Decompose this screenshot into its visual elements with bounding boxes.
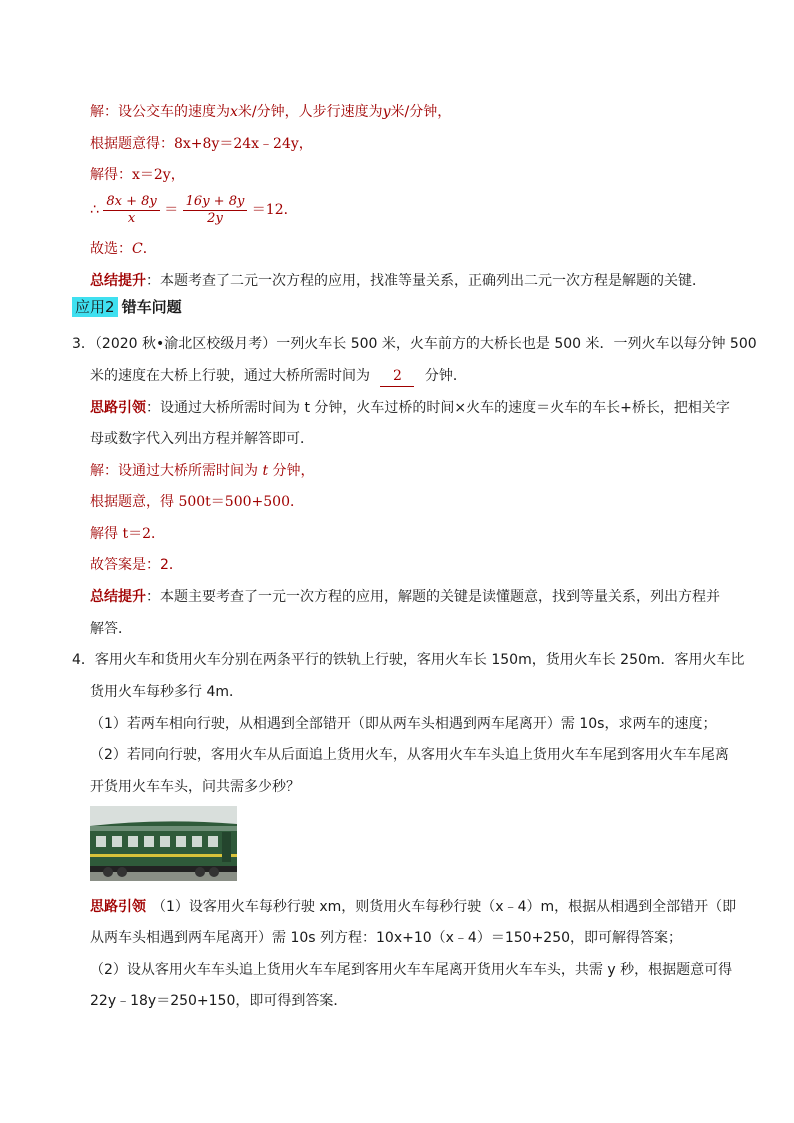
summary-1: [90, 271, 706, 291]
solution-line-2: [90, 134, 313, 154]
q3-line-2: [90, 366, 467, 387]
summary-text: ：本题考查了二元一次方程的应用，找准等量关系，正确列出二元一次方程是解题的关键．: [146, 273, 706, 289]
denominator: 2y: [207, 210, 223, 226]
therefore-symbol: ∴: [90, 202, 99, 218]
text: ．: [142, 241, 157, 257]
fraction-1: [103, 194, 159, 227]
text: 米/分钟，人步行速度为: [237, 104, 383, 120]
summary-text: ：本题主要考查了一元一次方程的应用，解题的关键是读懂题意，找到等量关系，列出方程并: [146, 589, 720, 605]
text: 解得：: [90, 167, 132, 183]
q4-hint-3: （2）设从客用火车车头追上货用火车车尾到客用火车车尾离开货用火车车头，共需 y 秒，根据题意可得: [90, 962, 733, 978]
text: 解：设通过大桥所需时间为: [90, 463, 258, 479]
text: 米的速度在大桥上行驶，通过大桥所需时间为: [90, 368, 370, 384]
solution-line-3: [90, 165, 185, 185]
var: x: [230, 104, 238, 120]
q4-part-1: （1）若两车相向行驶，从相遇到全部错开（即从两车头相遇到两车尾离开）需 10s，求两车的速度；: [90, 716, 717, 732]
equation: t＝2．: [122, 526, 165, 542]
denominator: x: [127, 210, 136, 226]
section-heading: [72, 297, 182, 317]
var: y: [382, 104, 391, 120]
train-illustration: [90, 806, 237, 881]
answer: C: [132, 241, 143, 257]
q4-part-2-line-2: 开货用火车车头，问共需多少秒？: [90, 779, 300, 795]
equals: ＝: [164, 202, 179, 218]
text: 根据题意，得: [90, 494, 174, 510]
q3-sol-2: [90, 492, 304, 512]
text: 解得: [90, 526, 118, 542]
q4-hint-1: [90, 897, 736, 917]
text: 根据题意得：: [90, 136, 174, 152]
section-tag: [72, 297, 118, 317]
q4-hint-2: 从两车头相遇到两车尾离开）需 10s 列方程：10x+10（x﹣4）＝150+250，即可解得答案；: [90, 930, 683, 946]
q3-hint-2: 母或数字代入列出方程并解答即可．: [90, 431, 314, 447]
q3-summary-2: 解答．: [90, 621, 132, 637]
equation: 8x+8y＝24x﹣24y，: [174, 136, 313, 152]
train-image: [90, 806, 237, 881]
q4-line-1: 4．客用火车和货用火车分别在两条平行的铁轨上行驶，客用火车长 150m，货用火车长 250m．客用火车比: [72, 652, 745, 668]
text: 解：设公交车的速度为: [90, 104, 230, 120]
solution-line-5: [90, 239, 157, 259]
section-title: 错车问题: [121, 298, 182, 316]
solution-line-1: [90, 102, 451, 122]
fraction-2: [183, 194, 248, 227]
q4-part-2-line-1: （2）若同向行驶，客用火车从后面追上货用火车，从客用火车车头追上货用火车车尾到客用火车车尾离: [90, 747, 729, 763]
tag-text: 应用: [75, 298, 106, 316]
q3-summary-1: [90, 587, 720, 607]
q3-hint-1: [90, 398, 730, 418]
q3-sol-4: 故答案是：2．: [90, 557, 183, 573]
tag-num: 2: [105, 298, 115, 316]
result: ＝12．: [251, 202, 298, 218]
summary-label: 总结提升: [90, 589, 146, 605]
q3-line-1: 3．（2020 秋•渝北区校级月考）一列火车长 500 米，火车前方的大桥长也是 500 米．一列火车以每分钟 500: [72, 336, 757, 352]
summary-label: 总结提升: [90, 273, 146, 289]
equation: 500t＝500+500．: [178, 494, 304, 510]
q4-hint-4: 22y﹣18y＝250+150，即可得到答案．: [90, 993, 348, 1009]
text: 故选：: [90, 241, 132, 257]
answer-blank: 2: [380, 366, 414, 387]
numerator: 16y + 8y: [183, 194, 248, 211]
text: 分钟，: [272, 463, 315, 479]
numerator: 8x + 8y: [103, 194, 159, 211]
hint-label: 思路引领: [90, 899, 146, 915]
hint-text: （1）设客用火车每秒行驶 xm，则货用火车每秒行驶（x﹣4）m，根据从相遇到全部错开（即: [152, 899, 737, 915]
hint-text: ：设通过大桥所需时间为 t 分钟，火车过桥的时间×火车的速度＝火车的车长+桥长，把相关字: [146, 400, 730, 416]
text: 分钟．: [424, 368, 467, 384]
q4-line-2: 货用火车每秒多行 4m．: [90, 684, 243, 700]
equation: x＝2y，: [132, 167, 185, 183]
q3-sol-1: [90, 461, 315, 481]
solution-line-4: [90, 192, 298, 228]
q3-sol-3: [90, 524, 165, 544]
text: 米/分钟，: [390, 104, 452, 120]
hint-label: 思路引领: [90, 400, 146, 416]
var: t: [262, 463, 269, 479]
